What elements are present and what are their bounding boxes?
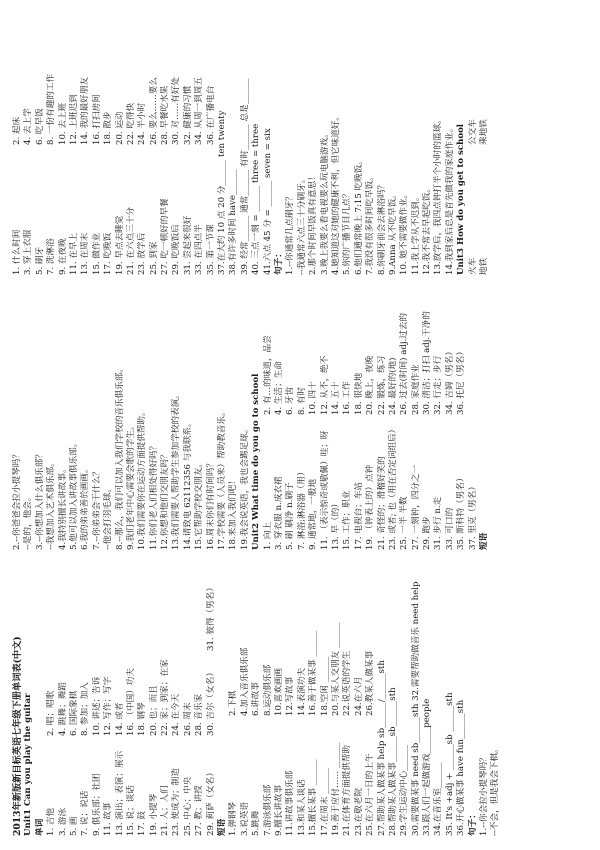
list-item	[297, 290, 308, 550]
phrase-entry: 23.在敬老院	[353, 787, 364, 836]
vocab-entry: 35. 斯科特（男名）	[456, 473, 467, 550]
list-item	[103, 10, 114, 275]
sentence-line: 5.他可以加入讲故事俱乐部。	[68, 438, 79, 550]
phrase-entry: 9.擅长讲故事	[273, 784, 284, 836]
phrase-line: 40. 三点一刻 = ______ three = three	[251, 123, 262, 275]
vocab-entry: 4. 生活；生命	[273, 361, 284, 415]
list-item	[206, 566, 217, 836]
list-item	[69, 10, 80, 275]
list-item	[69, 566, 80, 836]
phrases-label: 短语	[479, 532, 490, 550]
vocab-entry: 4. 跳舞；舞蹈	[57, 682, 68, 736]
phrase-entry: 11. 在早上	[68, 232, 79, 275]
phrase-entry: 26.教某人做某事	[365, 650, 376, 716]
unit2-heading: Unit2 What time do you go to school	[251, 373, 262, 550]
sentence-line: 2.--你爸爸会拉小提琴吗？	[12, 450, 22, 550]
list-item	[137, 566, 148, 836]
list-item	[194, 10, 205, 275]
phrase-entry: 12.写故事	[285, 676, 296, 716]
sentences-label: 句子：	[273, 249, 284, 275]
vocab-entry: 22. 家；到家；在家	[160, 659, 171, 736]
list-item	[445, 290, 456, 550]
vocab-entry: 2. 有…的味道，品尝	[262, 335, 273, 415]
sentence-line: 11.我上学从不迟到。	[410, 192, 421, 275]
sentence-line: 14.我到家后总是首先做我的家庭作业。	[444, 123, 455, 275]
phrase-entry: 8.运动俱乐部	[262, 664, 273, 716]
vocab-entry: 10. 讲述；告诉	[91, 676, 102, 736]
phrase-entry: 17.在周末 ______	[319, 768, 330, 836]
vocab-entry: 16. 工作	[342, 381, 353, 415]
phrase-entry: 19.善于应付…… ______	[330, 742, 341, 836]
phrase-entry: 6.讲故事	[251, 682, 262, 716]
list-item	[274, 290, 285, 550]
phrase-entry: 20. 运动	[114, 111, 125, 145]
sentence-line: --是的，他会。	[23, 492, 34, 550]
list-item	[46, 566, 57, 836]
sentence-line: 3.--你想加入什么俱乐部？	[34, 450, 45, 550]
phrase-entry: 26. 要么……要么	[148, 77, 159, 145]
vocab-entry: 19. 小提琴	[148, 793, 159, 836]
vocab-entry: 22. 锻炼，练习	[376, 355, 387, 415]
vocab-entry: 11. 故事	[103, 802, 114, 836]
column-unit1	[12, 566, 502, 836]
phrase-entry: 14. 我的最好朋友	[80, 77, 91, 145]
vocab-entry: 5. 画	[68, 816, 79, 836]
phrase-entry: 4. 去上学	[23, 108, 34, 145]
vocab-entry: 21. 人；人们	[160, 785, 171, 836]
vocab-entry: 27. 教；讲授	[194, 785, 205, 836]
phrase-line: 33.跟人们一起做游戏______people	[422, 698, 433, 836]
vocab-entry: 21. 奇怪的；滑稽好笑的	[376, 456, 387, 550]
vocab-entry: 23. 使成为；制造	[171, 768, 182, 836]
vocab-entry: 8. 参加；加入	[80, 682, 91, 736]
list-item	[342, 566, 353, 836]
vocab-entry: 24. 在今天	[171, 693, 182, 736]
vocab-entry: 14. 或者	[114, 702, 125, 736]
list-item	[126, 566, 137, 836]
phrase-entry: 3. 穿上衣服	[23, 229, 34, 275]
sentence-line: --我通常六点三十分刷牙。	[296, 174, 307, 275]
list-item	[115, 10, 126, 275]
sentence-line: 16.周末你们有时间吗？	[205, 458, 216, 550]
vocab-entry: 30. 清洁；打扫 adj.干净的	[422, 311, 433, 415]
phrase-entry: 9. 在夜晚	[57, 238, 68, 275]
vocab-entry: 24. 最好的(地)	[387, 357, 398, 415]
list-item	[35, 10, 46, 275]
vocab-entry: 26. 过去(时间) adj.过去的	[399, 312, 410, 415]
vocab-entry: 20. 晚上，夜晚	[365, 355, 376, 415]
phrase-line: 38.有许多时间 have______	[228, 169, 239, 275]
phrase-entry: 22.说英语的学生	[342, 650, 353, 716]
list-item	[331, 290, 342, 550]
sentence-line: 4.她知道这对她的健康不利，但它味道好。	[330, 112, 341, 275]
list-item	[274, 566, 285, 836]
sentence-line: 15.它帮助学校交朋友。	[194, 458, 205, 550]
list-item	[228, 566, 239, 836]
list-item	[285, 566, 296, 836]
list-item	[137, 10, 148, 275]
phrase-entry: 12. 上班迟到	[68, 94, 79, 145]
sentence-line: 8.你刷牙前会去淋浴吗？	[376, 180, 387, 275]
vocab-entry: 29. 跑步	[422, 516, 433, 550]
sentence-line: 10. 她不需要做作业。	[399, 189, 410, 275]
vocab-entry: 28. 音乐家	[194, 693, 205, 736]
phrase-entry: 18.空闲 ______	[319, 656, 330, 716]
list-item	[263, 566, 274, 836]
phrase-entry: 3.说英语	[239, 802, 250, 836]
sentence-line: 11.你们老人们相处得好吗？	[148, 441, 159, 550]
sentence-line: 8.--那么，我们可以加入我们学校的音乐俱乐部。	[114, 364, 125, 550]
list-item	[115, 566, 126, 836]
phrase-line: 28.帮助某人做某事______sb______sth	[387, 687, 398, 836]
phrase-entry: 28. 早餐吃水果	[160, 85, 171, 145]
vocab-label: 单词	[34, 818, 45, 836]
list-item	[422, 290, 433, 550]
phrase-entry: 13. 在周末	[80, 232, 91, 275]
vocab-entry: 13. 演出；表演；展示	[114, 750, 125, 836]
vocab-entry: 17. 电视台；车站	[353, 482, 364, 550]
sentence-line: 6.他们通常晚上 7:15 吃晚饭。	[353, 156, 364, 275]
list-item	[308, 566, 319, 836]
phrase-line: 34.在音乐室______	[433, 762, 444, 836]
vocab-entry: 32. 行走；步行	[433, 355, 444, 415]
sentence-line: 7.我没有很多时间吃早饭。	[365, 172, 376, 275]
phrase-line: 29.学生运动中心______	[399, 744, 410, 836]
phrase-entry: 18. 散步	[103, 111, 114, 145]
list-item	[433, 290, 444, 550]
unit2-phrase-list	[12, 10, 217, 275]
unit2-vocab-list	[263, 290, 468, 550]
unit3-heading: Unit3 How do you get to school	[456, 123, 467, 275]
list-item	[171, 10, 182, 275]
list-item	[399, 290, 410, 550]
phrase-entry: 2. 起床	[12, 116, 22, 145]
vocab-entry: 7. 说；说话	[80, 790, 91, 836]
vocab-entry: 34. 吉姆（男名）	[444, 347, 455, 415]
phrase-entry: 16. 打扫房间	[91, 94, 102, 145]
phrase-entry: 21.在体育方面提供帮助	[342, 744, 353, 836]
vocab-entry: 8. 有时	[296, 386, 307, 415]
vocab-entry: 15. 工作；职业	[342, 490, 353, 550]
unit1-vocab-list	[46, 566, 217, 836]
phrase-entry: 5.跳舞	[251, 810, 262, 836]
phrase-entry: 21. 在六点三十分	[125, 207, 136, 275]
list-item	[160, 566, 171, 836]
phrases-label: 短语	[217, 818, 228, 836]
list-item	[46, 10, 57, 275]
phrase-line: 39. 经常______ 通常______ 有时______ 总是______	[239, 78, 250, 275]
phrase-entry: 17. 吃晚饭	[103, 232, 114, 275]
phrase-line: 37.在大约 10 点 20 分______ ten twenty	[217, 110, 228, 275]
list-item	[194, 566, 205, 836]
phrase-entry: 32. 健康的习惯	[182, 85, 193, 145]
vocab-entry: 12. 写作；写字	[103, 676, 114, 736]
list-item	[80, 10, 91, 275]
sentence-line: 12.你想和他们交朋友吗？	[160, 450, 171, 550]
list-item	[58, 566, 69, 836]
phrase-entry: 30. 对……有好处	[171, 77, 182, 145]
phrase-entry: 25.在六月一日的上午	[365, 753, 376, 836]
phrase-entry: 27. 吃一顿好的早餐	[160, 198, 171, 275]
vocab-entry: 6. 国际象棋	[68, 690, 79, 736]
vocab-entry: 1. 向上	[262, 521, 273, 550]
sentence-line: --他会打羽毛球。	[103, 484, 114, 550]
vocab-entry: 15. 说；谈话	[125, 785, 136, 836]
vocab-entry: 2. 唱；唱歌	[46, 690, 57, 736]
list-item	[411, 290, 422, 550]
vocab-line: 37. 里克（男名）	[467, 482, 478, 550]
phrase-entry: 22. 吃得快	[125, 102, 136, 145]
list-item	[23, 10, 34, 275]
list-item	[468, 10, 479, 275]
document-title: 2013年新版新目标英语七年级下册单词表(中文)	[12, 636, 23, 836]
sentence-line: 1.--你会拉小提琴吗？	[479, 753, 490, 836]
list-item	[308, 290, 319, 550]
phrase-entry: 34. 从周一到周五	[194, 77, 205, 145]
list-item	[126, 10, 137, 275]
list-item	[285, 290, 296, 550]
phrase-entry: 24.在六月	[353, 676, 364, 716]
phrase-entry: 14.表演功夫	[296, 667, 307, 716]
vocab-entry: 公交车	[467, 119, 478, 145]
list-item	[80, 566, 91, 836]
list-item	[354, 566, 365, 836]
phrase-entry: 36. 在广播电台	[205, 85, 216, 145]
phrase-entry: 10.喜欢画画	[273, 667, 284, 716]
list-item	[183, 10, 194, 275]
unit1-heading: Unit1 Can you play the guitar	[23, 693, 34, 836]
phrase-entry: 5. 刷牙	[34, 246, 45, 275]
vocab-entry: 16. （中国）功夫	[125, 668, 136, 736]
sentence-line: 2.那个时间早饭真有意思！	[308, 172, 319, 275]
unit1-phrase-list	[228, 566, 376, 836]
vocab-entry: 20. 也；而且	[148, 685, 159, 736]
phrase-line: 30.需要做某事 need sb______sth 32.需要帮助做音乐 need help	[410, 581, 421, 836]
list-item	[320, 566, 331, 836]
phrase-entry: 20.与某人交朋友 ______	[330, 622, 341, 716]
list-item	[183, 566, 194, 836]
list-item	[456, 290, 467, 550]
vocab-entry: 25. 一半 半数	[399, 496, 410, 550]
phrase-entry: 35. 第一节课	[205, 224, 216, 275]
column-unit2	[12, 290, 490, 550]
phrase-entry: 7.游泳俱乐部	[262, 784, 273, 836]
phrase-entry: 7. 洗淋浴	[46, 238, 57, 275]
phrase-entry: 4.加入音乐俱乐部	[239, 647, 250, 716]
list-item	[206, 10, 217, 275]
list-item	[92, 566, 103, 836]
phrase-entry: 8. 一份有趣的工作	[46, 73, 57, 145]
vocab-entry: 3. 游泳	[57, 807, 68, 836]
sentence-line: --不会，但是我会下棋。	[490, 744, 501, 836]
phrase-entry: 11.讲故事俱乐部	[285, 770, 296, 836]
vocab-entry: 28. 家庭作业	[410, 364, 421, 415]
list-item	[354, 290, 365, 550]
list-item	[377, 290, 388, 550]
phrase-entry: 1.弹钢琴	[228, 802, 239, 836]
sentence-line: 13.我们需要人帮助学生参加学校的表演。	[171, 390, 182, 550]
list-item	[263, 290, 274, 550]
list-item	[160, 10, 171, 275]
vocab-entry: 17. 鼓	[137, 811, 148, 836]
phrase-entry: 10. 去上班	[57, 102, 68, 145]
list-item	[251, 566, 262, 836]
sentence-line: 14.请致电 62112356 与我联系。	[182, 418, 193, 550]
list-item	[240, 566, 251, 836]
vocab-entry: 7. 淋浴;淋浴器（用）	[296, 467, 307, 550]
phrase-entry: 19. 早点去睡觉	[114, 215, 125, 275]
vocab-entry: 33. 可口的	[444, 507, 455, 550]
phrase-entry: 31. 尝起来很好	[182, 215, 193, 275]
vocab-entry: 31. 彼得（男名）	[205, 583, 216, 651]
phrase-entry: 25. 到家	[148, 241, 159, 275]
vocab-entry: 14. 五十	[330, 381, 341, 415]
phrase-entry: 16.善于做某事 ______	[308, 630, 319, 716]
sentence-line: 7.--你弟弟会干什么？	[91, 467, 102, 550]
vocab-entry: 26. 周末	[182, 702, 193, 736]
column-unit2-cont	[12, 10, 490, 275]
phrase-entry: 6. 吃早饭	[34, 108, 45, 145]
phrase-entry: 23. 放学后	[137, 232, 148, 275]
vocab-entry: 5. 刷 刷净 n.刷子	[285, 482, 296, 550]
phrase-line: 27.帮助某人做某事 help sb______/______sth	[376, 660, 387, 836]
vocab-entry: 30. 吉尔（女名）	[205, 668, 216, 736]
phrase-entry: 1. 什么时间	[12, 229, 22, 275]
list-item	[342, 290, 353, 550]
sentence-line: 5.你的广播节目几点？	[342, 189, 353, 275]
phrase-entry: 2.下棋	[228, 690, 239, 716]
list-item	[149, 10, 160, 275]
list-item	[297, 566, 308, 836]
list-item	[58, 10, 69, 275]
list-item	[92, 10, 103, 275]
phrase-line: 35. It's +adj + ______sb ______sth	[444, 692, 455, 836]
vocab-entry: 地铁	[479, 257, 490, 275]
vocab-entry: 6. 牙齿	[285, 386, 296, 415]
sentence-line: 1.--你通常几点刷牙？	[285, 192, 296, 275]
list-item	[365, 290, 376, 550]
phrase-entry: 13.和某人谈话	[296, 779, 307, 836]
phrase-line: 41.六点 45 分 = ______ seven = six	[262, 128, 273, 275]
vocab-entry: 31. 步行 n.走	[433, 496, 444, 550]
phrase-entry: 15. 做作业	[91, 232, 102, 275]
sentence-line: 6.我的弟弟善於画画。	[80, 464, 91, 550]
sentence-line: 17.学校需要（人员来）帮助教音乐。	[217, 407, 228, 550]
list-item	[103, 566, 114, 836]
phrase-entry: 15.擅长某事 ______	[308, 759, 319, 836]
vocab-entry: 36. 托尼（男名）	[456, 347, 467, 415]
list-item	[331, 566, 342, 836]
phrase-entry: 33. 在四点半	[194, 224, 205, 275]
vocab-entry: 1. 吉他	[46, 807, 57, 836]
vocab-entry: 29. 莉萨（女名）	[205, 768, 216, 836]
phrase-entry: 24. 半小时	[137, 102, 148, 145]
vocab-entry: 23. 或者; 也（用在否定词组后）	[387, 424, 398, 550]
vocab-entry: 9. 通常地，一般地	[308, 478, 319, 550]
sentence-line: 13.放学后，我四点钟打半个小时的篮球。	[433, 115, 444, 275]
phrase-entry: 29. 吃晚饭后	[171, 224, 182, 275]
list-item	[320, 290, 331, 550]
phrase-line: 36.开心做某事 have fun______sth	[456, 699, 467, 836]
vocab-entry: 乘地铁	[479, 119, 490, 145]
list-item	[365, 566, 376, 836]
list-item	[171, 566, 182, 836]
sentence-line: 4.我特别擅长讲故事。	[57, 464, 68, 550]
vocab-entry: 13. 早（的）	[330, 499, 341, 550]
sentences-label: 句子：	[467, 810, 478, 836]
sentence-line: 12.我不常去早起吃饭。	[422, 183, 433, 275]
sentence-line: 9.我们老年中心需要会歌的学生。	[125, 421, 136, 550]
vocab-entry: 12. 从不，绝不	[319, 355, 330, 415]
sentence-line: 19.我会说英语，我也会踢足球。	[239, 424, 250, 550]
sentence-line: --我想加入艺术俱乐部。	[46, 458, 57, 550]
vocab-entry: 3. 穿衣服 n.成衣裙	[273, 476, 284, 550]
vocab-entry: 火车	[467, 257, 478, 275]
vocab-entry: 11. （表示惊奇或敬佩）哇；呀	[319, 430, 330, 550]
list-item	[12, 10, 23, 275]
vocab-entry: 10. 四十	[308, 381, 319, 415]
list-item	[149, 566, 160, 836]
vocab-entry: 18. 很快地	[353, 372, 364, 415]
vocab-entry: 19. （钟表上的）点钟	[365, 464, 376, 550]
vocab-entry: 9. 俱乐部；社团	[91, 773, 102, 836]
vocab-entry: 25. 中心；中央	[182, 776, 193, 836]
vocab-entry: 27. 一刻钟，四分之一	[410, 464, 421, 550]
sentence-line: 18.来加入我们吧！	[228, 476, 239, 550]
sentence-line: 3.晚上我要么看电视要么玩电脑游戏。	[319, 129, 330, 275]
vocab-entry: 18. 钢琴	[137, 702, 148, 736]
sentence-line: 10.我们需要你在运动方面提供帮助。	[137, 407, 148, 550]
list-item	[479, 10, 490, 275]
list-item	[388, 290, 399, 550]
sentence-line: 9.Anna 从不吃早饭。	[387, 190, 398, 275]
